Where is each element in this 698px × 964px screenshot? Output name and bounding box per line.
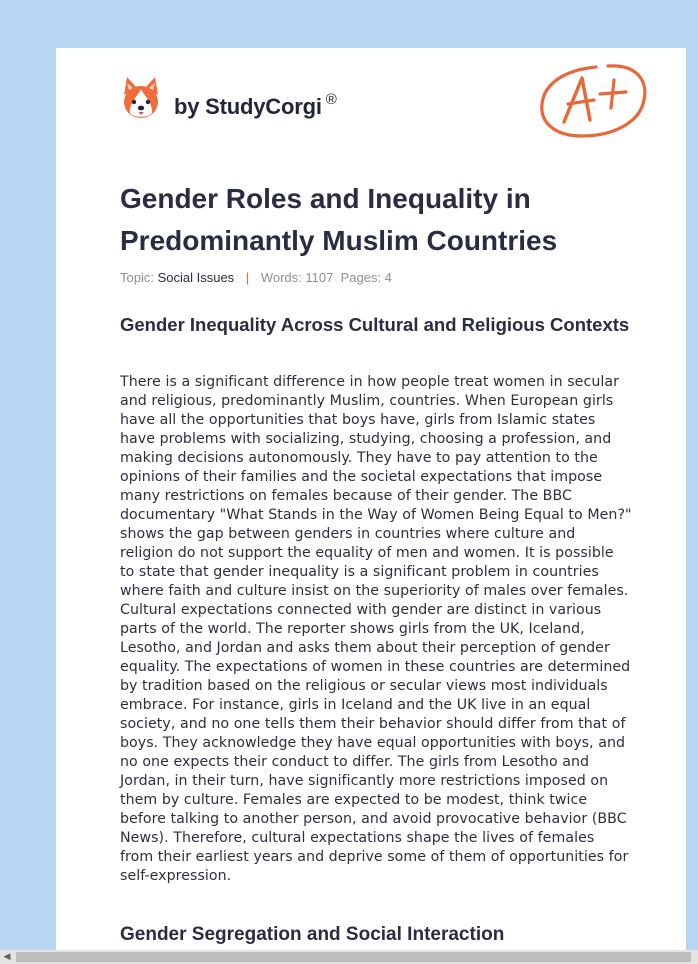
- corgi-logo-icon: [120, 75, 162, 121]
- registered-mark: ®: [325, 91, 337, 108]
- meta-separator: |: [245, 270, 250, 285]
- brand-name[interactable]: [174, 91, 337, 120]
- topic-label: Topic:: [120, 270, 154, 285]
- scrollbar-thumb[interactable]: [16, 952, 691, 962]
- word-count: Words: 1107: [260, 270, 334, 285]
- topic-link[interactable]: Social Issues: [157, 270, 235, 285]
- page-title: Gender Roles and Inequality in Predominantly Muslim Countries: [120, 183, 558, 256]
- scroll-left-arrow-icon[interactable]: ◀: [3, 952, 11, 962]
- a-plus-grade-stamp: [538, 60, 648, 140]
- page-count: Pages: 4: [340, 270, 392, 285]
- section-heading: Gender Inequality Across Cultural and Religious Contexts: [120, 314, 630, 335]
- section-heading-2: Gender Segregation and Social Interaction: [120, 924, 505, 945]
- grade-label: A+: [538, 60, 540, 61]
- document-page: [56, 48, 686, 950]
- section-body: There is a significant difference in how people treat women in secular and religious, predominantly Muslim, countries. When European girls have all the opportunities that boys have, girls from Islamic states have problems with socializing, studying, choosing a profession, and making decisions autonomously. They have to pay attention to the opinions of their families and the societal expectations that impose many restrictions on females because of their gender. The BBC documentary "What Stands in the Way of Women Being Equal to Men?" shows the gap between genders in countries where culture and religion do not support the equality of men and women. It is possible to state that gender inequality is a significant problem in countries where faith and culture insist on the superiority of males over females. Cultural expectations connected with gender are distinct in various parts of the world. The reporter shows girls from the UK, Iceland, Lesotho, and Jordan and asks them about their perception of gender equality. The expectations of women in these countries are determined by tradition based on the religious or secular views most individuals embrace. For instance, girls in Iceland and the UK live in an equal society, and no one tells them their behavior should differ from that of boys. They acknowledge they have equal opportunities with boys, and no one expects their conduct to differ. The girls from Lesotho and Jordan, in their turn, have significantly more restrictions imposed on them by culture. Females are expected to be modest, think twice before talking to another person, and avoid provocative behavior (BBC News). Therefore, cultural expectations shape the lives of females from their earliest years and deprive some of them of opportunities for self-expression.: [120, 374, 632, 884]
- essay-meta: [120, 270, 392, 285]
- horizontal-scrollbar[interactable]: [0, 950, 698, 964]
- brand-text: by StudyCorgi: [174, 94, 322, 119]
